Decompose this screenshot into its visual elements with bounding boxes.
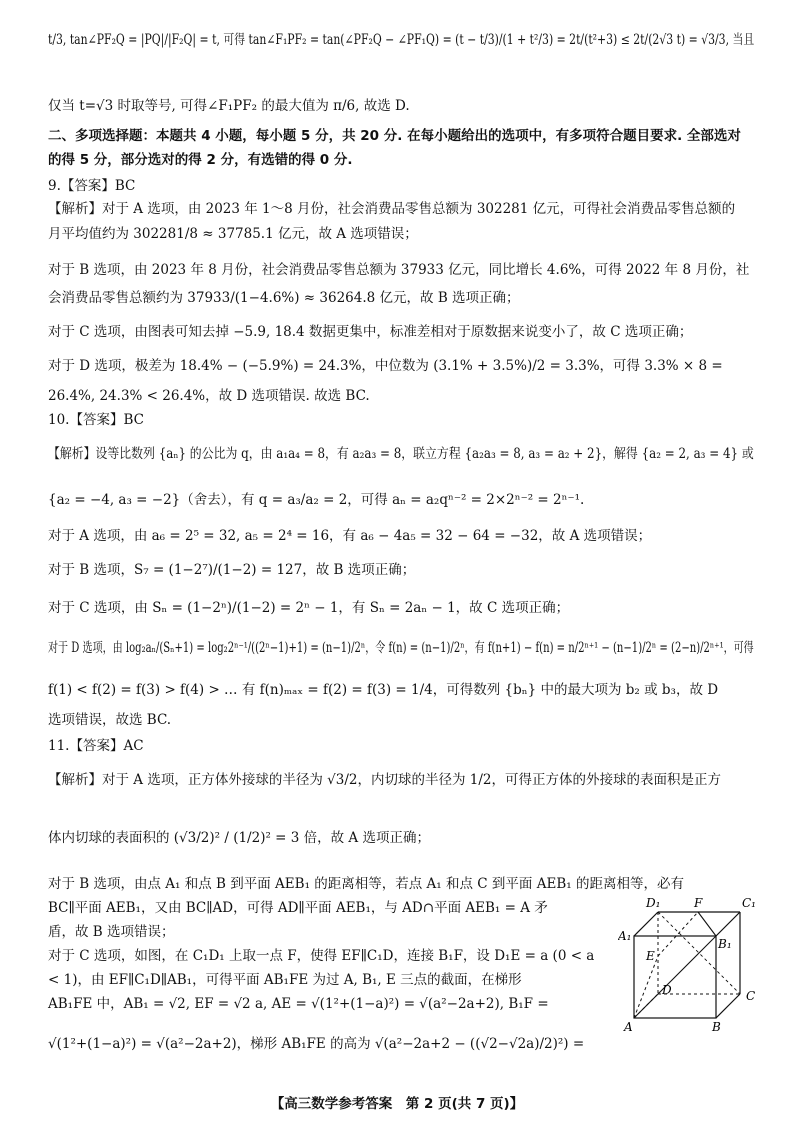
page-footer: 【高三数学参考答案 第 2 页(共 7 页)】 (270, 1096, 524, 1112)
label-D1: D₁ (646, 896, 661, 910)
label-E: E (646, 949, 655, 963)
text-line: 26.4%, 24.3% < 26.4%，故 D 选项错误. 故选 BC. (48, 388, 370, 404)
section-heading: 的得 5 分，部分选对的得 2 分，有选错的得 0 分. (48, 152, 353, 168)
text-line: 体内切球的表面积的 (√3/2)² / (1/2)² = 3 倍，故 A 选项正确； (48, 830, 430, 846)
text-line: 【解析】对于 A 选项，正方体外接球的半径为 √3/2，内切球的半径为 1/2，可得正方体的外接球的表面积是正方 (48, 772, 721, 788)
text-line: 对于 B 选项，由 2023 年 8 月份，社会消费品零售总额为 37933 亿元，同比增长 4.6%，可得 2022 年 8 月份，社 (48, 262, 750, 278)
text-line: 选项错误，故选 BC. (48, 712, 172, 728)
text-line: 【解析】设等比数列 {aₙ} 的公比为 q，由 a₁a₄ = 8，有 a₂a₃ = 8，联立方程 {a₂a₃ = 8, a₃ = a₂ + 2}，解得 {a₂ = 2, a₃ = 4} 或 (48, 446, 754, 462)
text-line: 月平均值约为 302281/8 ≈ 37785.1 亿元，故 A 选项错误； (48, 226, 418, 242)
label-B: B (712, 1020, 721, 1034)
text-line: 仅当 t=√3 时取等号, 可得∠F₁PF₂ 的最大值为 π/6, 故选 D. (48, 98, 410, 114)
text-line: 对于 D 选项，由 log₂aₙ/(Sₙ+1) = log₂2ⁿ⁻¹/((2ⁿ−1)+1) = (n−1)/2ⁿ，令 f(n) = (n−1)/2ⁿ，有 f(n+1) − f(n) = n/2ⁿ⁺¹ − (n−1)/2ⁿ = (2−n)/2ⁿ⁺¹，可得 (48, 640, 754, 656)
text-line: 对于 C 选项，由图表可知去掉 −5.9, 18.4 数据更集中，标准差相对于原数据来说变小了，故 C 选项正确； (48, 324, 693, 340)
text-line: 对于 C 选项，如图，在 C₁D₁ 上取一点 F，使得 EF∥C₁D，连接 B₁F，设 D₁E = a (0 < a (48, 948, 595, 964)
text-line: 对于 C 选项，由 Sₙ = (1−2ⁿ)/(1−2) = 2ⁿ − 1，有 Sₙ = 2aₙ − 1，故 C 选项正确； (48, 600, 570, 616)
label-B1: B₁ (718, 937, 732, 951)
text-line: √(1²+(1−a)²) = √(a²−2a+2)，梯形 AB₁FE 的高为 √(a²−2a+2 − ((√2−√2a)/2)²) = (48, 1036, 585, 1052)
text-line: 盾，故 B 选项错误； (48, 924, 175, 940)
label-C: C (746, 989, 756, 1003)
label-A1: A₁ (618, 929, 632, 943)
label-C1: C₁ (742, 896, 756, 910)
text-line: 对于 B 选项，由点 A₁ 和点 B 到平面 AEB₁ 的距离相等，若点 A₁ 和点 C 到平面 AEB₁ 的距离相等，必有 (48, 876, 684, 892)
label-D: D (662, 983, 672, 997)
section-heading: 二、多项选择题：本题共 4 小题，每小题 5 分，共 20 分. 在每小题给出的选项中，有多项符合题目要求. 全部选对 (48, 128, 741, 144)
text-line: 对于 B 选项，S₇ = (1−2⁷)/(1−2) = 127，故 B 选项正确； (48, 562, 416, 578)
text-line: AB₁FE 中，AB₁ = √2, EF = √2 a, AE = √(1²+(1−a)²) = √(a²−2a+2), B₁F = (48, 996, 549, 1012)
text-line: f(1) < f(2) = f(3) > f(4) > … 有 f(n)ₘₐₓ = f(2) = f(3) = 1/4，可得数列 {bₙ} 中的最大项为 b₂ 或 b₃，故 D (48, 682, 719, 698)
label-F: F (694, 896, 703, 910)
text-line: 会消费品零售总额约为 37933/(1−4.6%) ≈ 36264.8 亿元，故 B 选项正确； (48, 290, 520, 306)
text-line: {a₂ = −4, a₃ = −2}（舍去），有 q = a₃/a₂ = 2，可得 aₙ = a₂qⁿ⁻² = 2×2ⁿ⁻² = 2ⁿ⁻¹. (48, 492, 585, 508)
text-line: < 1)，由 EF∥C₁D∥AB₁，可得平面 AB₁FE 为过 A, B₁, E 三点的截面，在梯形 (48, 972, 522, 988)
text-line: 对于 D 选项，极差为 18.4% − (−5.9%) = 24.3%，中位数为 (3.1% + 3.5%)/2 = 3.3%，可得 3.3% × 8 = (48, 358, 723, 374)
text-line: 对于 A 选项，由 a₆ = 2⁵ = 32, a₅ = 2⁴ = 16，有 a₆ − 4a₅ = 32 − 64 = −32，故 A 选项错误； (48, 528, 652, 544)
answer-label: 9.【答案】BC (48, 178, 136, 194)
label-A: A (624, 1020, 633, 1034)
answer-label: 11.【答案】AC (48, 738, 144, 754)
text-line: BC∥平面 AEB₁，又由 BC∥AD，可得 AD∥平面 AEB₁，与 AD∩平面 AEB₁ = A 矛 (48, 900, 548, 916)
cube-figure (618, 896, 768, 1036)
text-line: t/3, tan∠PF₂Q = |PQ|/|F₂Q| = t, 可得 tan∠F₁PF₂ = tan(∠PF₂Q − ∠PF₁Q) = (t − t/3)/(1 + t²/3) = 2t/(t²+3) ≤ 2t/(2√3 t) = √3/3, 当且 (48, 32, 755, 48)
text-line: 【解析】对于 A 选项，由 2023 年 1～8 月份，社会消费品零售总额为 302281 亿元，可得社会消费品零售总额的 (48, 201, 736, 217)
answer-label: 10.【答案】BC (48, 412, 144, 428)
